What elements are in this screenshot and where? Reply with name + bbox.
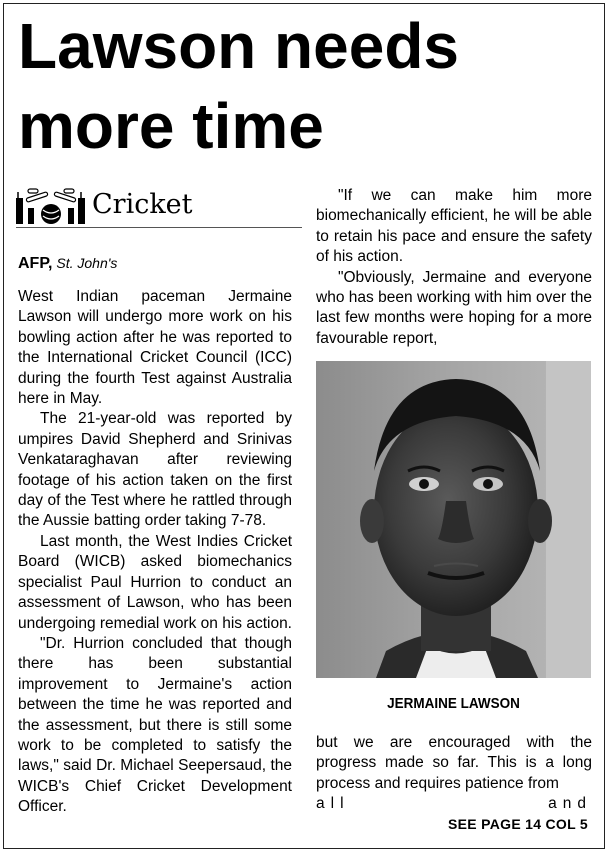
column-2-top xyxy=(316,186,592,349)
paragraph: "Dr. Hurrion concluded that though there has been substantial improvement to Jermaine's action between the time he was reported and the assessment, but there is still some work to be completed to satisfy the laws," said Dr. Michael Seepersaud, the WICB's Chief Cricket Development Officer. xyxy=(18,634,292,816)
word: all xyxy=(316,795,350,813)
paragraph: but we are encouraged with the progress made so far. This is a long process and requires patience from xyxy=(316,734,592,792)
byline-place: St. John's xyxy=(56,255,118,271)
paragraph: West Indian paceman Jermaine Lawson will undergo more work on his bowling action after he was reported to the International Cricket Council (ICC) during the fourth Test against Australia here in May. xyxy=(18,288,292,408)
column-2-bottom xyxy=(316,733,592,815)
headline xyxy=(18,6,598,166)
word: and xyxy=(548,795,592,813)
column-1 xyxy=(18,287,292,818)
cricket-stumps-ball-icon xyxy=(14,186,90,226)
paragraph: "Obviously, Jermaine and everyone who has been working with him over the last few months were hoping for a more favourable report, xyxy=(316,268,592,347)
photo-caption: JERMAINE LAWSON xyxy=(387,695,520,712)
paragraph: The 21-year-old was reported by umpires David Shepherd and Srinivas Venkataraghavan after reviewing footage of his action taken on the first day of the Test where he rattled through the Aussie batting order taking 7-78. xyxy=(18,410,292,530)
section-rule xyxy=(16,227,302,228)
paragraph-last-line xyxy=(316,794,592,814)
portrait-photo xyxy=(316,361,591,678)
headline-line-1: Lawson needs xyxy=(18,10,459,82)
headline-line-2: more time xyxy=(18,90,324,162)
paragraph: "If we can make him more biomechanically efficient, he will be able to retain his pace and ensure the safety of his action. xyxy=(316,187,592,266)
portrait-illustration xyxy=(316,361,591,678)
paragraph: Last month, the West Indies Cricket Board (WICB) asked biomechanics specialist Paul Hurrion to conduct an assessment of Lawson, who has been undergoing remedial work on his action. xyxy=(18,532,292,632)
byline-agency: AFP, xyxy=(18,255,53,272)
continuation-note: SEE PAGE 14 COL 5 xyxy=(448,816,588,832)
section-label: Cricket xyxy=(92,189,193,220)
byline xyxy=(18,253,117,274)
section-header xyxy=(14,186,304,226)
